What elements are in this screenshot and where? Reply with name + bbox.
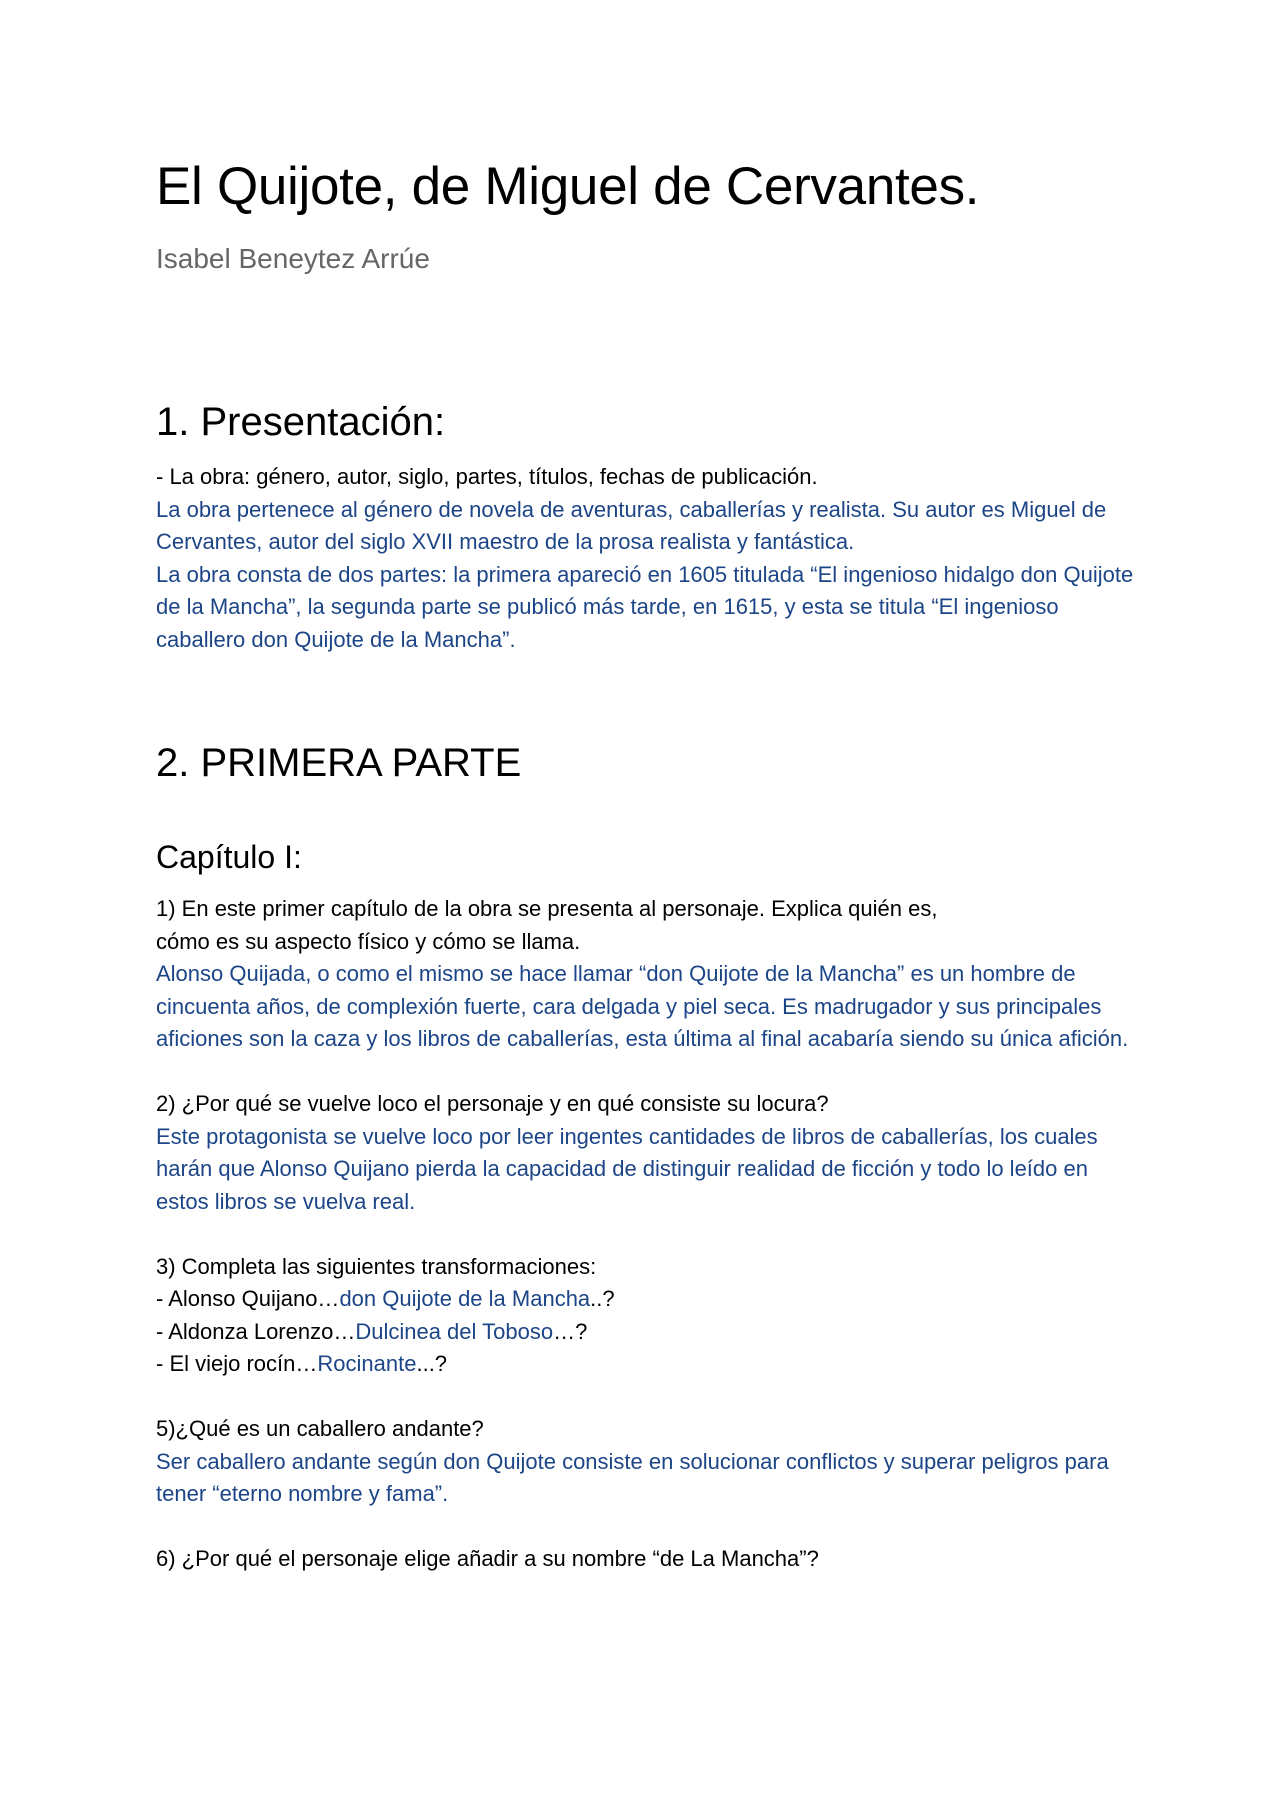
chapter-questions-block [156,893,1146,1576]
answer-5: Ser caballero andante según don Quijote consiste en solucionar conflictos y superar peligros para tener “eterno nombre y fama”. [156,1448,1109,1506]
question-1-line-2: cómo es su aspecto físico y cómo se llama. [156,928,581,954]
document-title: El Quijote, de Miguel de Cervantes. [156,157,980,216]
section-heading-presentacion: 1. Presentación: [156,400,446,444]
answer-1: Alonso Quijada, o como el mismo se hace llamar “don Quijote de la Mancha” es un hombre de cincuenta años, de complexión fuerte, cara delgada y piel seca. Es madrugador y sus principales aficiones son la caza y los libros de caballerías, esta última al final acabaría siendo su única afición. [156,961,1129,1051]
presentacion-answer-1: La obra pertenece al género de novela de aventuras, caballerías y realista. Su autor es Miguel de Cervantes, autor del siglo XVII maestro de la prosa realista y fantástica. [156,496,1107,554]
transformation-item: - El viejo rocín…Rocinante...? [156,1351,448,1376]
presentacion-answer-2: La obra consta de dos partes: la primera apareció en 1605 titulada “El ingenioso hidalgo don Quijote de la Mancha”, la segunda parte se publicó más tarde, en 1615, y esta se titula “El ingenioso caballero don Quijote de la Mancha”. [156,561,1134,652]
question-2: 2) ¿Por qué se vuelve loco el personaje y en qué consiste su locura? [156,1091,829,1116]
transformation-item: - Alonso Quijano…don Quijote de la Mancha..? [156,1286,615,1311]
presentacion-block [156,461,1146,656]
question-5: 5)¿Qué es un caballero andante? [156,1416,484,1441]
presentacion-question: - La obra: género, autor, siglo, partes, títulos, fechas de publicación. [156,464,818,489]
question-6: 6) ¿Por qué el personaje elige añadir a su nombre “de La Mancha”? [156,1546,819,1571]
chapter-heading: Capítulo I: [156,839,302,875]
document-author: Isabel Beneytez Arrúe [156,243,430,274]
answer-2: Este protagonista se vuelve loco por leer ingentes cantidades de libros de caballerías, los cuales harán que Alonso Quijano pierda la capacidad de distinguir realidad de ficción y todo lo leído en estos libros se vuelva real. [156,1123,1098,1214]
question-1-line-1: 1) En este primer capítulo de la obra se presenta al personaje. Explica quién es, [156,896,938,921]
question-3: 3) Completa las siguientes transformaciones: [156,1253,597,1279]
section-heading-primera-parte: 2. PRIMERA PARTE [156,741,522,785]
transformation-item: - Aldonza Lorenzo…Dulcinea del Toboso…? [156,1318,588,1344]
